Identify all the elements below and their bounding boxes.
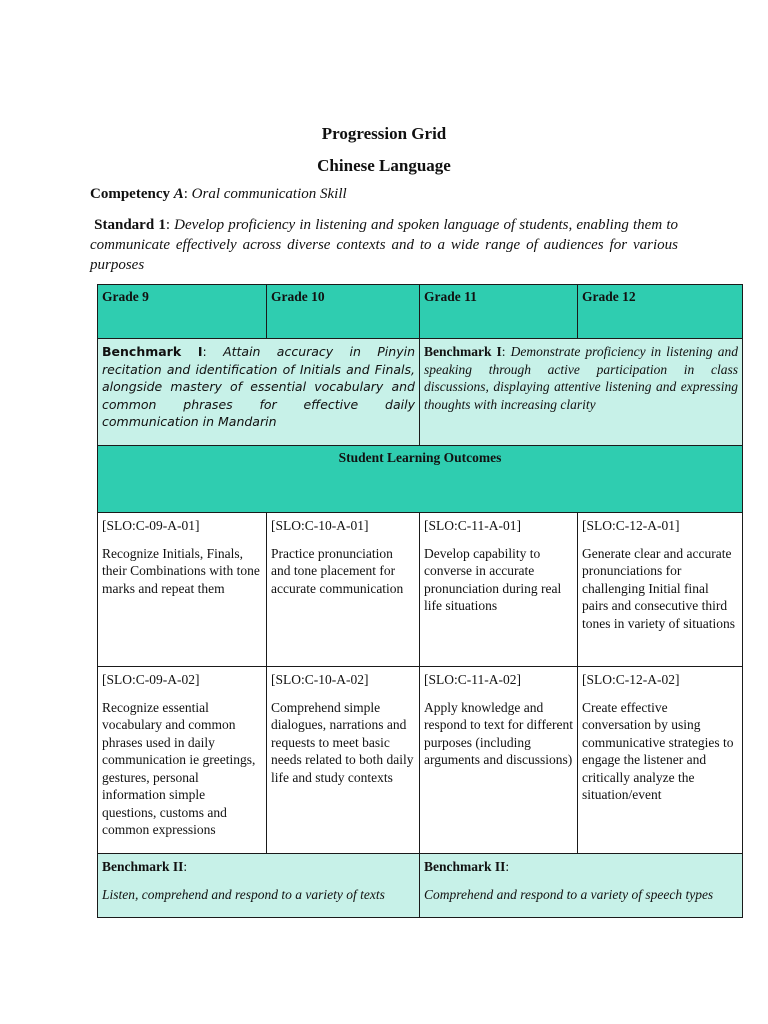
- slo-code: [SLO:C-12-A-02]: [582, 672, 680, 687]
- page-subtitle: Chinese Language: [317, 156, 451, 175]
- competency-line: Competency A: Oral communication Skill: [90, 186, 347, 202]
- slo-header-row: [98, 446, 743, 513]
- slo-cell: [420, 667, 578, 854]
- slo-text: Create effective conversation by using communicative strategies to engage the listener and critically analyze the situation/event: [582, 699, 734, 802]
- slo-cell: [267, 513, 420, 667]
- slo-text: Recognize essential vocabulary and common phrases used in daily communication ie greetings, gestures, personal information simple questions, customs and common expressions: [102, 699, 256, 837]
- slo-code: [SLO:C-11-A-02]: [424, 672, 521, 687]
- slo-text: Practice pronunciation and tone placement for accurate communication: [271, 545, 404, 596]
- grade-header-row: [98, 285, 743, 339]
- standard-paragraph: Standard 1: Develop proficiency in listening and spoken language of students, enabling them to communicate effectively across diverse contexts and to a wide range of audiences for various purposes: [90, 217, 678, 273]
- slo-code: [SLO:C-09-A-02]: [102, 672, 200, 687]
- benchmark-2-grades-11-12: Benchmark II: Comprehend and respond to a variety of speech types: [420, 854, 743, 918]
- grade-12-header: Grade 12: [578, 285, 743, 339]
- benchmark-1-grades-9-10: Benchmark I: Attain accuracy in Pinyin recitation and identification of Initials and Finals, alongside mastery of essential vocabulary and common phrases for effective daily communication in Mandarin: [98, 339, 420, 446]
- slo-cell: [98, 513, 267, 667]
- slo-cell: [98, 667, 267, 854]
- slo-code: [SLO:C-11-A-01]: [424, 518, 521, 533]
- competency-label: Competency: [90, 186, 170, 202]
- slo-cell: [578, 513, 743, 667]
- slo-row-2: [98, 667, 743, 854]
- slo-text: Recognize Initials, Finals, their Combinations with tone marks and repeat them: [102, 545, 260, 596]
- grade-10-header: Grade 10: [267, 285, 420, 339]
- slo-text: Develop capability to converse in accurate pronunciation during real life situations: [424, 545, 562, 613]
- standard-label: Standard 1: [94, 217, 166, 233]
- competency-text: Oral communication Skill: [191, 186, 347, 202]
- grade-11-header: Grade 11: [420, 285, 578, 339]
- benchmark-1-grades-11-12: Benchmark I: Demonstrate proficiency in listening and speaking through active participation in class discussions, displaying attentive listening and expressing thoughts with increasing clarity: [420, 339, 743, 446]
- slo-code: [SLO:C-10-A-01]: [271, 518, 369, 533]
- benchmark-1-row: [98, 339, 743, 446]
- slo-text: Generate clear and accurate pronunciations for challenging Initial final pairs and consecutive third tones in variety of situations: [582, 545, 735, 631]
- page-title: Progression Grid: [321, 124, 447, 143]
- grade-9-header: Grade 9: [98, 285, 267, 339]
- slo-code: [SLO:C-12-A-01]: [582, 518, 680, 533]
- competency-letter: A: [173, 186, 184, 202]
- slo-code: [SLO:C-09-A-01]: [102, 518, 200, 533]
- slo-header: Student Learning Outcomes: [98, 446, 743, 513]
- benchmark-2-grades-9-10: Benchmark II: Listen, comprehend and respond to a variety of texts: [98, 854, 420, 918]
- slo-code: [SLO:C-10-A-02]: [271, 672, 369, 687]
- slo-cell: [578, 667, 743, 854]
- slo-cell: [420, 513, 578, 667]
- slo-text: Apply knowledge and respond to text for different purposes (including arguments and discussions): [424, 699, 573, 767]
- slo-row-1: [98, 513, 743, 667]
- progression-grid-table: [97, 284, 743, 918]
- standard-text: Develop proficiency in listening and spoken language of students, enabling them to communicate effectively across diverse contexts and to a wide range of audiences for various purposes: [90, 217, 678, 273]
- benchmark-2-row: [98, 854, 743, 918]
- slo-cell: [267, 667, 420, 854]
- slo-text: Comprehend simple dialogues, narrations and requests to meet basic needs related to both daily life and study contexts: [271, 699, 414, 785]
